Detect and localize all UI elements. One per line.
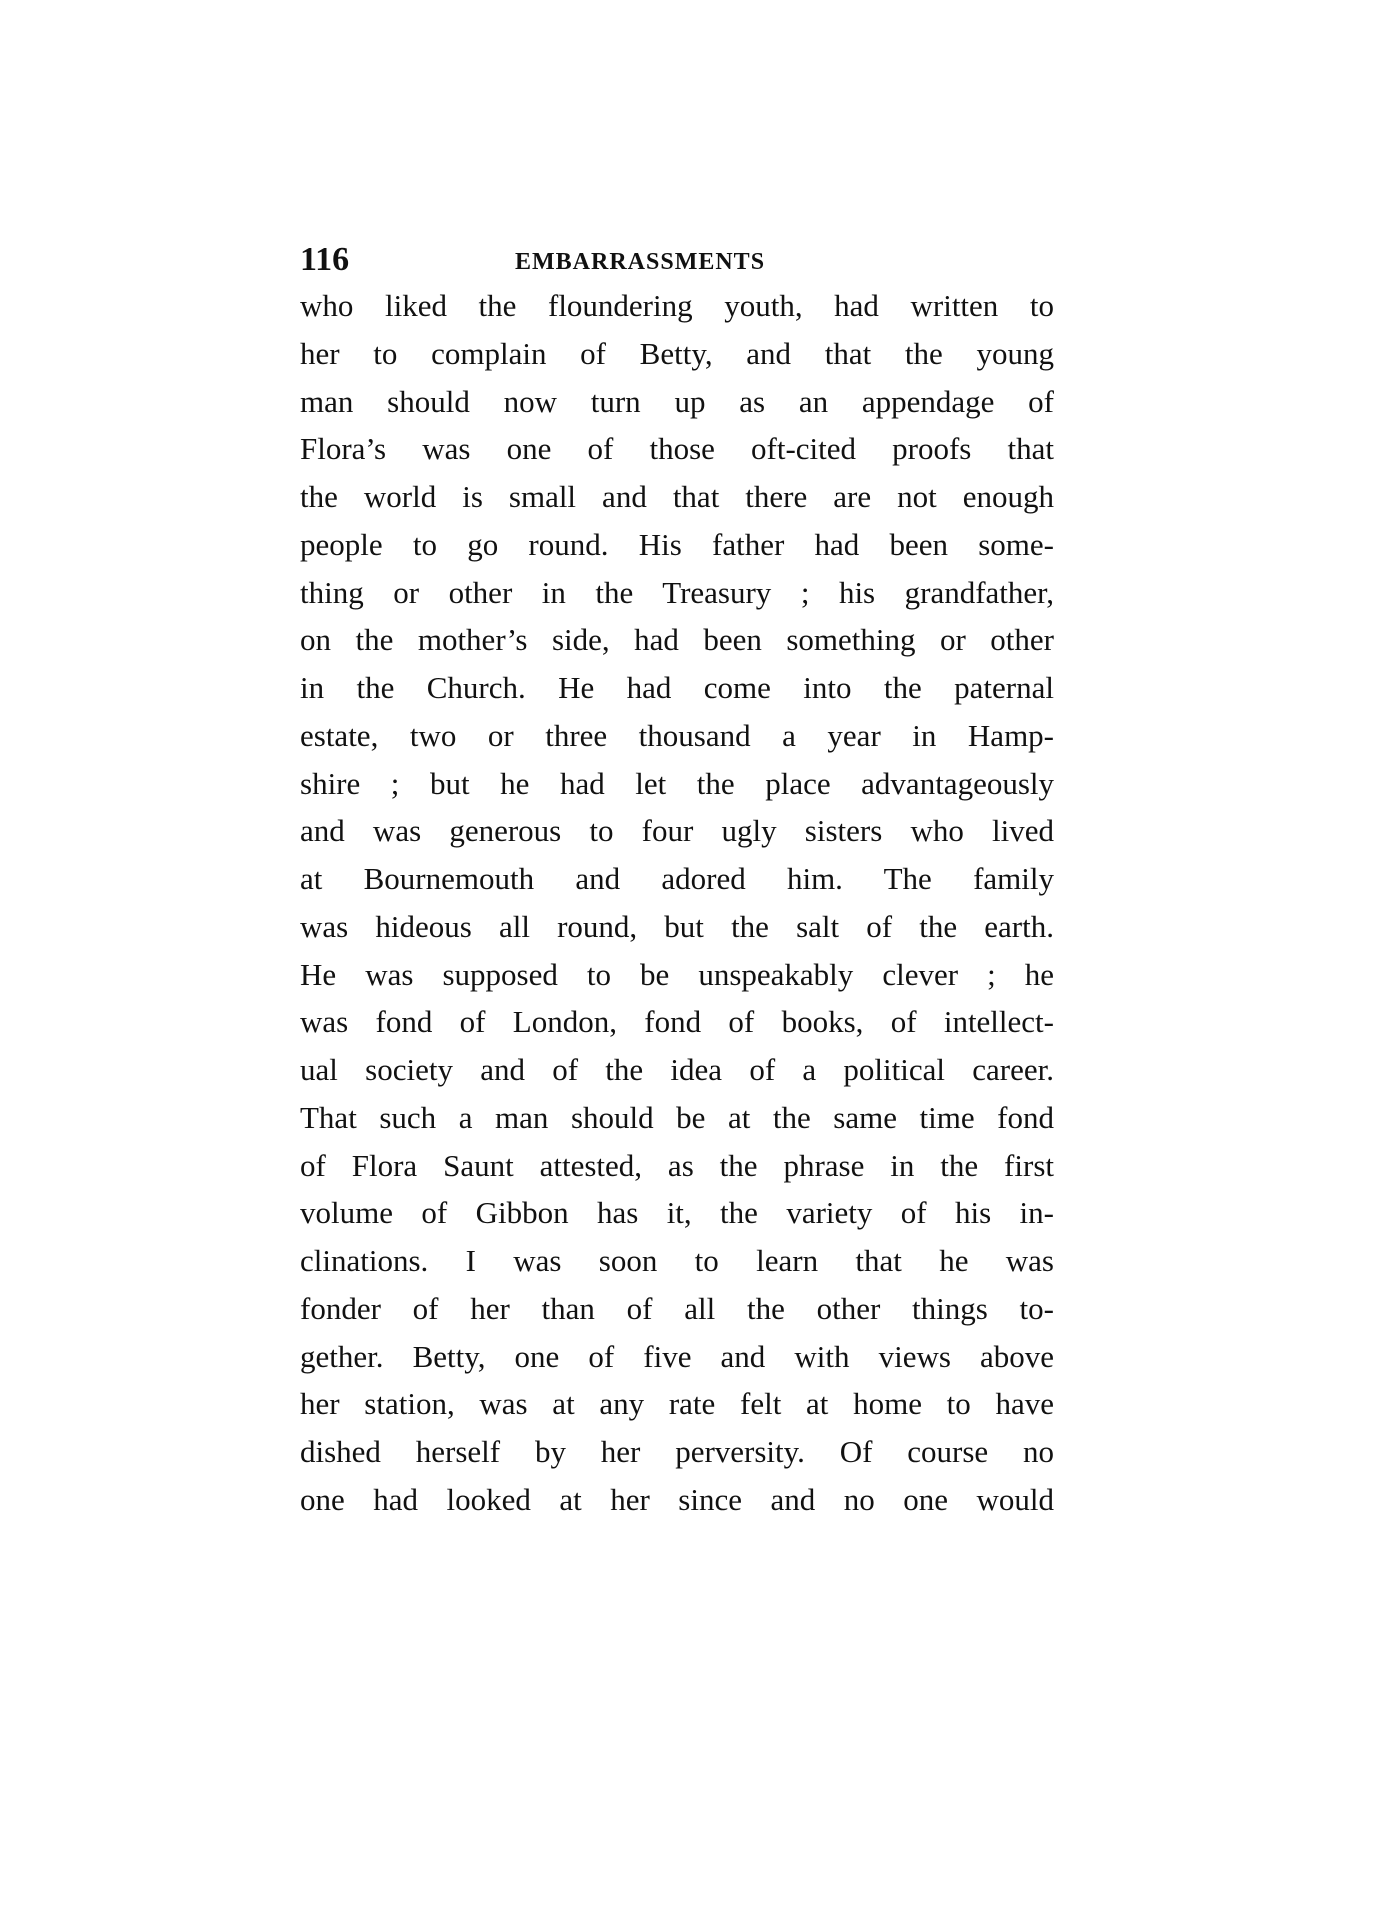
text-line: Flora’s was one of those oft-cited proofs that [300,431,1054,467]
text-line: ual society and of the idea of a political career. [300,1052,1054,1087]
text-line: on the mother’s side, had been something or other [300,622,1054,658]
text-line: clinations. I was soon to learn that he was [300,1243,1054,1278]
text-line: at Bournemouth and adored him. The family [300,861,1054,896]
text-line: fonder of her than of all the other things to- [300,1290,1054,1326]
text-line: her station, was at any rate felt at home to have [300,1386,1054,1422]
text-line: her to complain of Betty, and that the young [300,335,1054,371]
text-line: He was supposed to be unspeakably clever ; he [300,956,1054,992]
text-line: was fond of London, fond of books, of intellect- [300,1004,1054,1040]
text-line: man should now turn up as an appendage of [300,383,1054,419]
text-line: estate, two or three thousand a year in Hamp- [300,717,1054,753]
text-line: the world is small and that there are not enough [300,479,1054,514]
text-line: in the Church. He had come into the paternal [300,670,1054,705]
text-line: and was generous to four ugly sisters who lived [300,813,1054,849]
text-line: thing or other in the Treasury ; his grandfather, [300,574,1054,610]
text-line: one had looked at her since and no one would [300,1481,1054,1517]
page-number: 116 [300,241,350,278]
text-line: people to go round. His father had been some- [300,526,1054,562]
text-line: dished herself by her perversity. Of course no [300,1434,1054,1469]
text-line: volume of Gibbon has it, the variety of his in- [300,1195,1054,1231]
text-line: shire ; but he had let the place advantageously [300,765,1054,801]
body-text [300,282,1054,1524]
text-line: That such a man should be at the same time fond [300,1099,1054,1135]
text-line: who liked the floundering youth, had written to [300,288,1054,323]
text-line: of Flora Saunt attested, as the phrase in the first [300,1147,1054,1183]
text-line: gether. Betty, one of five and with views above [300,1338,1054,1374]
running-title: EMBARRASSMENTS [515,249,766,275]
text-line: was hideous all round, but the salt of the earth. [300,908,1054,944]
